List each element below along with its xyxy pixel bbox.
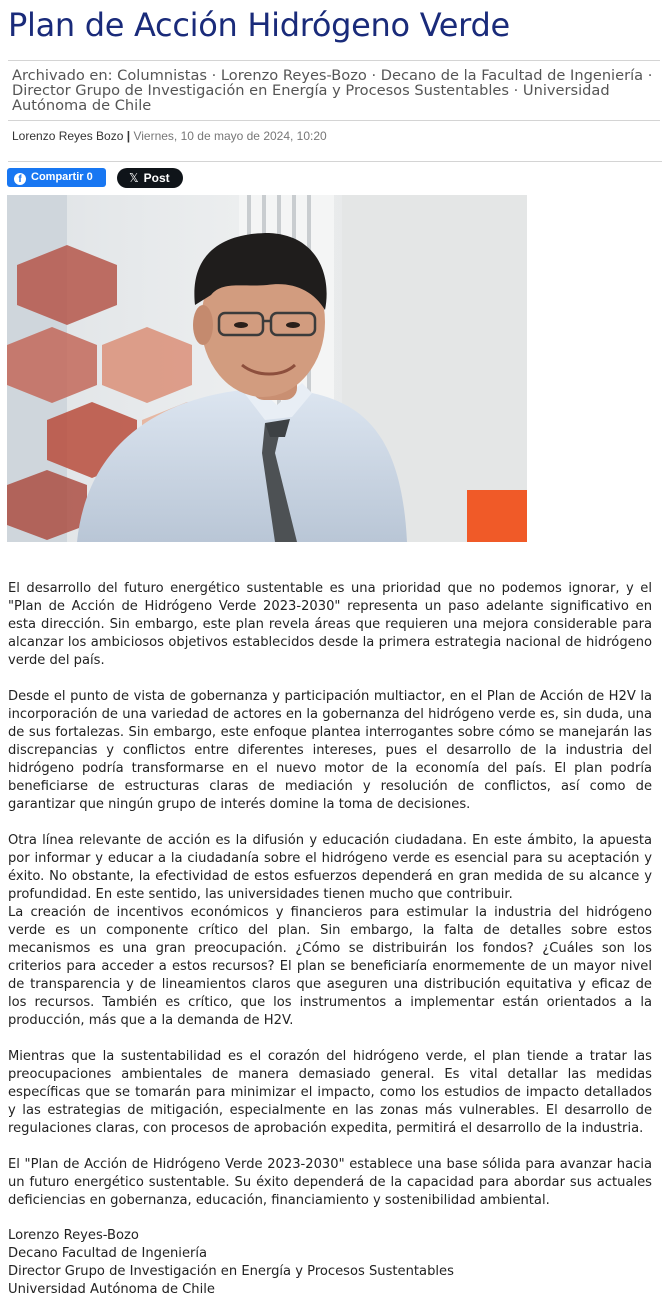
paragraph: El desarrollo del futuro energético sustentable es una prioridad que no podemos ignorar, y el "Plan de Acción de Hidrógeno Verde 2023-2030" representa un paso adelante significativo en esta dirección. Sin embargo, este plan revela áreas que requieren una mejora considerable para alcanzar los ambiciosos objetivos establecidos desde la primera estrategia nacional de hidrógeno verde del país. [8, 581, 652, 668]
x-post-label: Post [143, 171, 170, 185]
x-post-button[interactable] [117, 168, 183, 188]
author-signature [8, 1227, 652, 1299]
signature-institution: Universidad Autónoma de Chile [8, 1282, 215, 1297]
facebook-icon: f [14, 173, 26, 185]
archived-in-categories[interactable]: Archivado en: Columnistas · Lorenzo Reyes-Bozo · Decano de la Facultad de Ingeniería · Director Grupo de Investigación en Energía y Procesos Sustentables · Universidad Autónoma de Chile [8, 60, 660, 121]
article-title: Plan de Acción Hidrógeno Verde [8, 6, 510, 44]
paragraph: Mientras que la sustentabilidad es el corazón del hidrógeno verde, el plan tiende a tratar las preocupaciones ambientales de manera demasiado general. Es vital detallar las medidas específicas que se tomarán para minimizar el impacto, como los estudios de impacto detallados y las estrategias de mitigación, especialmente en las zonas más vulnerables. El desarrollo de regulaciones claras, con procesos de aprobación expedita, permitirá el desarrollo de la industria. [8, 1049, 652, 1136]
byline-separator: | [126, 129, 131, 143]
signature-role: Decano Facultad de Ingeniería [8, 1246, 208, 1261]
facebook-share-button[interactable] [7, 168, 106, 187]
header-divider [8, 161, 662, 162]
signature-name: Lorenzo Reyes-Bozo [8, 1228, 139, 1243]
author-photo [7, 195, 527, 542]
facebook-share-label: Compartir [31, 171, 84, 183]
article-byline [12, 128, 652, 144]
paragraph: Otra línea relevante de acción es la difusión y educación ciudadana. En este ámbito, la apuesta por informar y educar a la ciudadanía sobre el hidrógeno verde es esencial para su aceptación y éxito. No obstante, la efectividad de estos esfuerzos dependerá en gran medida de su alcance y profundidad. En este sentido, las universidades tienen mucho que contribuir. [8, 833, 652, 902]
paragraph: El "Plan de Acción de Hidrógeno Verde 2023-2030" establece una base sólida para avanzar hacia un futuro energético sustentable. Su éxito dependerá de la capacidad para abordar sus actuales deficiencias en gobernanza, educación, financiamiento y sostenibilidad ambiental. [8, 1157, 652, 1208]
author-name[interactable]: Lorenzo Reyes Bozo [12, 129, 124, 143]
paragraph: Desde el punto de vista de gobernanza y participación multiactor, en el Plan de Acción de H2V la incorporación de una variedad de actores en la gobernanza del hidrógeno verde es, sin duda, una de sus fortalezas. Sin embargo, este enfoque plantea interrogantes sobre cómo se manejarán las discrepancias y conflictos entre diferentes intereses, pues el desarrollo de la industria del hidrógeno podría transformarse en el nuevo motor de la economía del país. El plan podría beneficiarse de estructuras claras de mediación y resolución de conflictos, así como de garantizar que ningún grupo de interés domine la toma de decisiones. [8, 689, 652, 812]
paragraph: La creación de incentivos económicos y financieros para estimular la industria del hidrógeno verde es un componente crítico del plan. Sin embargo, la falta de detalles sobre estos mecanismos es una gran preocupación. ¿Cómo se distribuirán los fondos? ¿Cuáles son los criterios para acceder a estos recursos? El plan se beneficiaría enormemente de un mayor nivel de transparencia y de lineamientos claros que aseguren una distribución equitativa y eficaz de los recursos. También es crítico, que los instrumentos a implementar están orientados a la producción, más que a la demanda de H2V. [8, 905, 652, 1028]
signature-role: Director Grupo de Investigación en Energía y Procesos Sustentables [8, 1264, 454, 1279]
facebook-share-count: 0 [86, 171, 93, 183]
article-body [8, 580, 652, 1210]
publish-date: Viernes, 10 de mayo de 2024, 10:20 [133, 129, 327, 143]
x-logo-icon: 𝕏 [129, 171, 139, 185]
